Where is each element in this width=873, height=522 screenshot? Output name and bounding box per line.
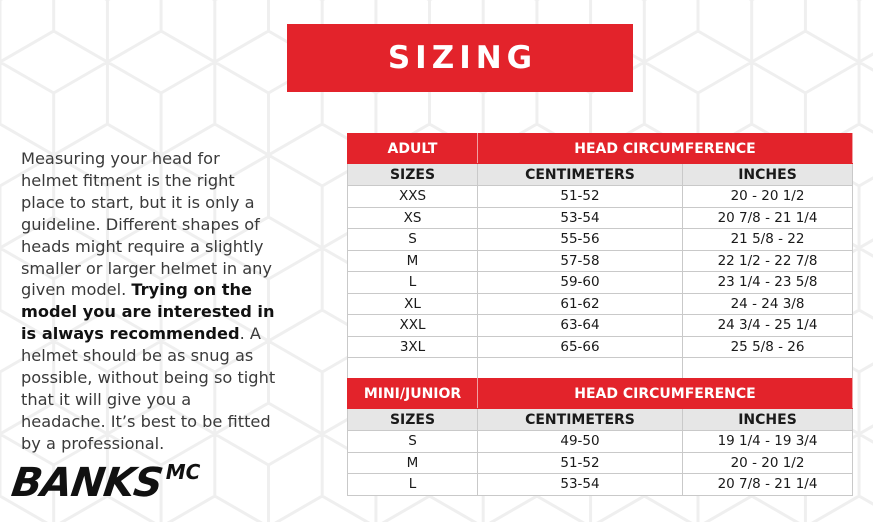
logo-suffix: MC [165,460,201,484]
junior-head-circumference-label: HEAD CIRCUMFERENCE [478,379,853,409]
sizing-description [21,148,279,455]
table-row [348,336,853,358]
adult-column-headers [348,164,853,186]
adult-col-centimeters: CENTIMETERS [478,164,683,186]
table-cell-centimeters: 59-60 [478,272,683,294]
table-cell-inches: 22 1/2 - 22 7/8 [683,250,853,272]
table-cell-sizes: XL [348,293,478,315]
table-cell-centimeters: 53-54 [478,474,683,496]
sizing-title-banner [287,24,633,92]
page-title: SIZING [387,40,538,76]
description-emphasis: Trying on the model you are interested in is always recommended [21,280,275,344]
banks-mc-logo [8,458,201,508]
junior-header-row [348,379,853,409]
adult-col-inches: INCHES [683,164,853,186]
junior-col-centimeters: CENTIMETERS [478,409,683,431]
table-cell-inches: 20 - 20 1/2 [683,186,853,208]
table-cell-sizes: S [348,229,478,251]
table-row [348,358,853,380]
table-cell-inches: 21 5/8 - 22 [683,229,853,251]
table-cell-sizes: L [348,474,478,496]
junior-size-table [347,378,853,496]
table-cell-inches [683,358,853,380]
table-cell-centimeters: 49-50 [478,431,683,453]
table-row [348,293,853,315]
adult-size-table [347,133,853,380]
table-cell-inches: 24 - 24 3/8 [683,293,853,315]
description-outro: . A helmet should be as snug as possible, without being so tight that it will give you a headache. It’s best to be fitted by a professional. [21,324,276,453]
table-cell-sizes [348,358,478,380]
table-cell-inches: 20 7/8 - 21 1/4 [683,474,853,496]
table-row [348,272,853,294]
table-cell-sizes: XXS [348,186,478,208]
table-cell-inches: 23 1/4 - 23 5/8 [683,272,853,294]
table-cell-centimeters: 55-56 [478,229,683,251]
table-cell-inches: 19 1/4 - 19 3/4 [683,431,853,453]
junior-col-inches: INCHES [683,409,853,431]
table-row [348,431,853,453]
junior-column-headers [348,409,853,431]
table-cell-inches: 25 5/8 - 26 [683,336,853,358]
table-row [348,474,853,496]
table-cell-sizes: 3XL [348,336,478,358]
table-cell-sizes: L [348,272,478,294]
table-cell-inches: 20 - 20 1/2 [683,452,853,474]
table-row [348,250,853,272]
adult-header-row [348,134,853,164]
table-cell-inches: 24 3/4 - 25 1/4 [683,315,853,337]
table-cell-centimeters: 53-54 [478,207,683,229]
adult-group-label: ADULT [348,134,478,164]
table-row [348,229,853,251]
table-cell-sizes: XXL [348,315,478,337]
table-row [348,315,853,337]
adult-col-sizes: SIZES [348,164,478,186]
table-cell-centimeters: 51-52 [478,186,683,208]
table-cell-sizes: M [348,250,478,272]
description-intro: Measuring your head for helmet fitment is the right place to start, but it is only a guideline. Different shapes of heads might require a slightly smaller or larger helmet in any given model. [21,149,273,300]
table-cell-sizes: M [348,452,478,474]
table-cell-centimeters: 57-58 [478,250,683,272]
table-row [348,452,853,474]
table-cell-centimeters: 51-52 [478,452,683,474]
table-cell-sizes: XS [348,207,478,229]
logo-brand: BANKS [8,460,165,506]
adult-head-circumference-label: HEAD CIRCUMFERENCE [478,134,853,164]
junior-col-sizes: SIZES [348,409,478,431]
table-row [348,186,853,208]
table-row [348,207,853,229]
table-cell-sizes: S [348,431,478,453]
table-cell-centimeters [478,358,683,380]
junior-group-label: MINI/JUNIOR [348,379,478,409]
table-cell-centimeters: 61-62 [478,293,683,315]
table-cell-inches: 20 7/8 - 21 1/4 [683,207,853,229]
table-cell-centimeters: 65-66 [478,336,683,358]
table-cell-centimeters: 63-64 [478,315,683,337]
